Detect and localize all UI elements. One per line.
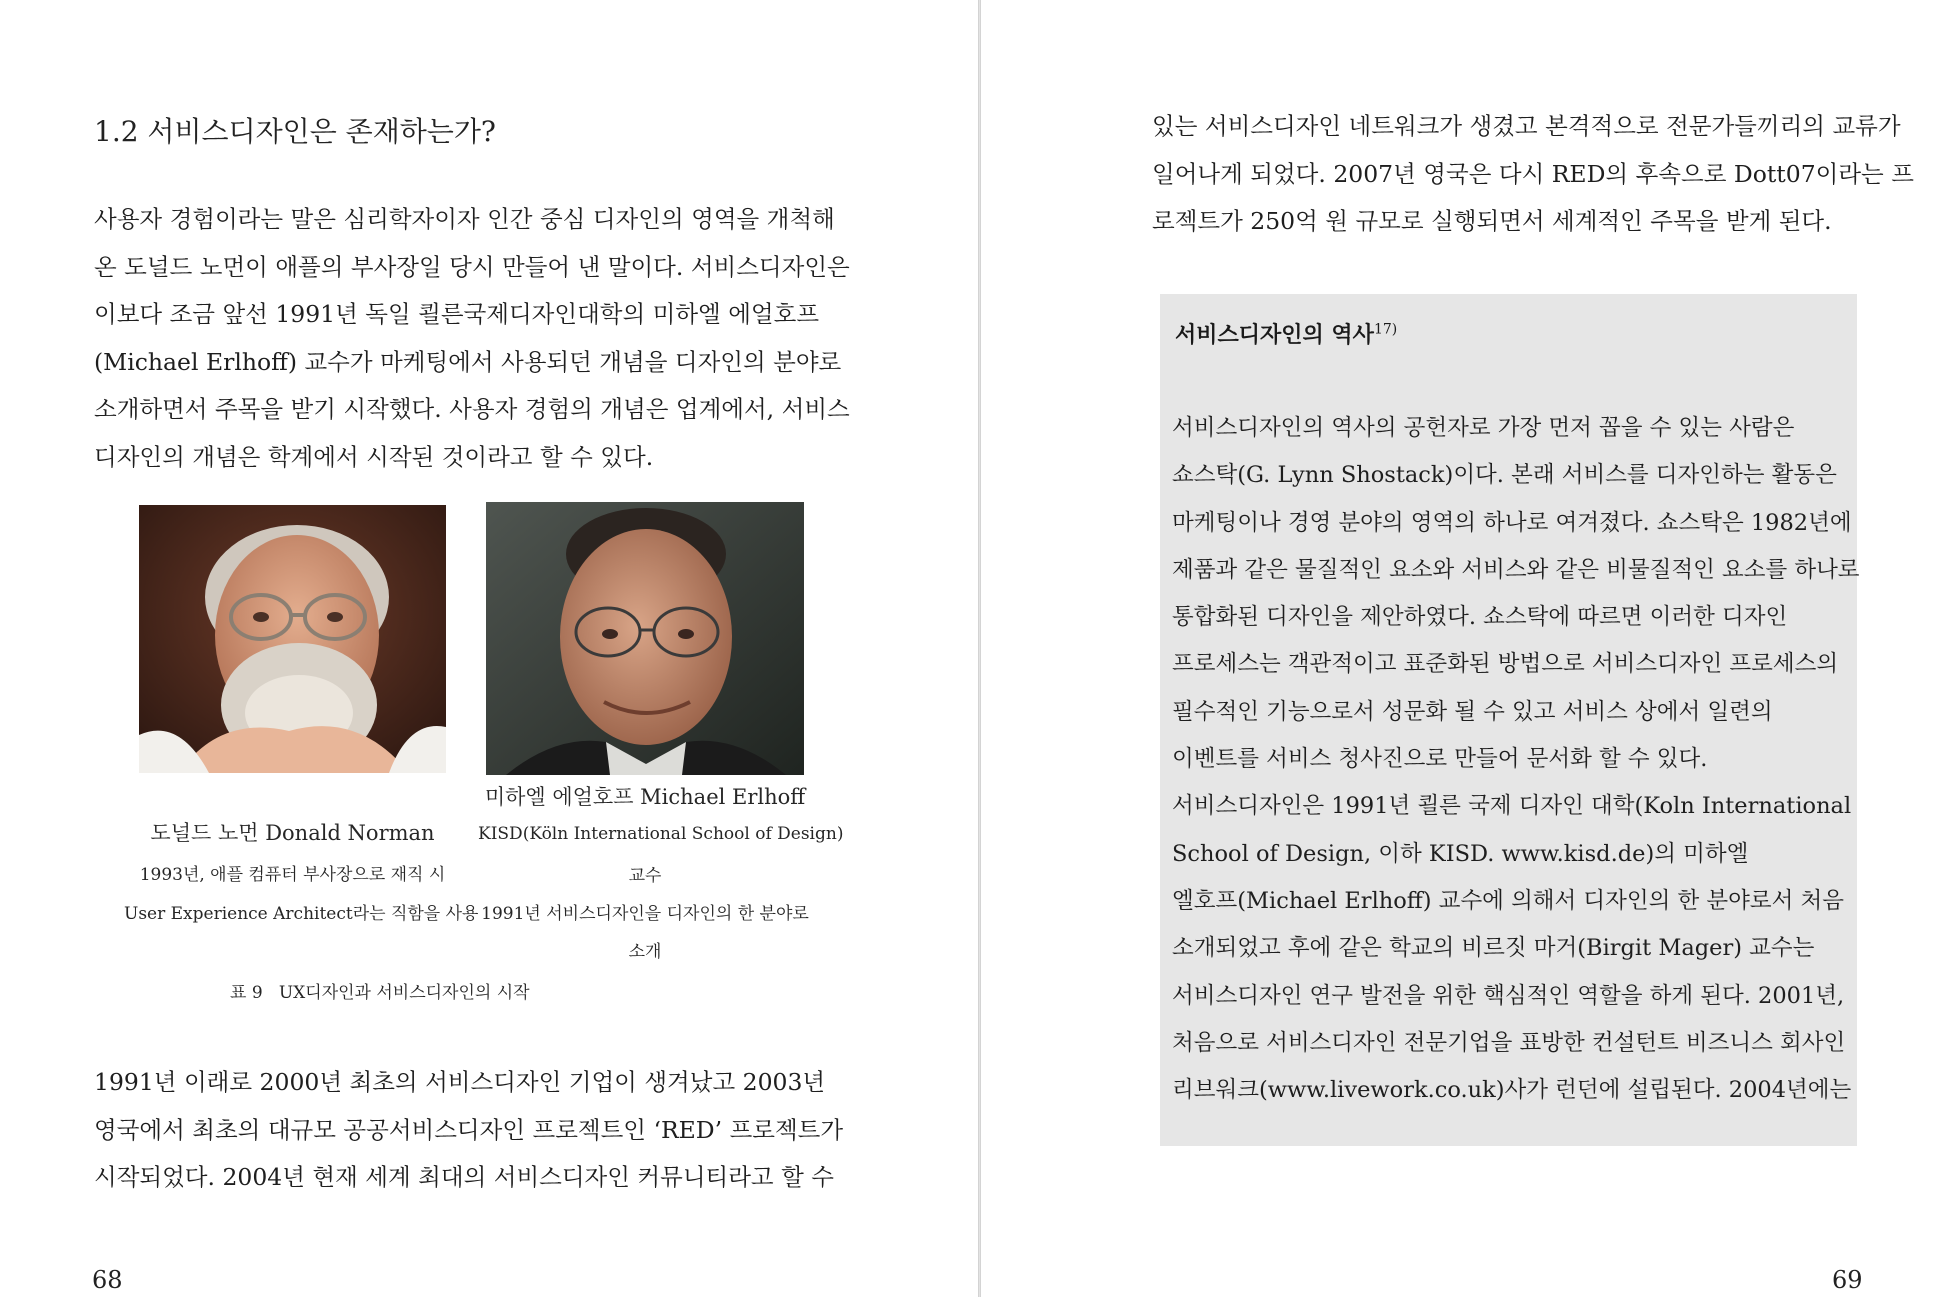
text-line: 프로세스는 객관적이고 표준화된 방법으로 서비스디자인 프로세스의: [1172, 651, 1839, 678]
erlhoff-description: 소개: [628, 942, 662, 962]
history-paragraph: [94, 1059, 844, 1202]
sidebar-title: [1175, 318, 1397, 349]
text-line: 디자인의 개념은 학계에서 시작된 것이라고 할 수 있다.: [94, 442, 654, 471]
text-line: (Michael Erlhoff) 교수가 마케팅에서 사용되던 개념을 디자인의 분야로: [94, 347, 842, 376]
text-line: School of Design, 이하 KISD. www.kisd.de)의 미하엘: [1172, 840, 1749, 867]
sidebar-body: [1172, 405, 1860, 1114]
michael-erlhoff-photo: [486, 502, 804, 775]
text-line: 쇼스탁(G. Lynn Shostack)이다. 본래 서비스를 디자인하는 활동은: [1172, 462, 1837, 489]
text-line: 엘호프(Michael Erlhoff) 교수에 의해서 디자인의 한 분야로서 처음: [1172, 887, 1844, 914]
text-line: 이보다 조금 앞선 1991년 독일 쾰른국제디자인대학의 미하엘 에얼호프: [94, 300, 820, 328]
text-line: 온 도널드 노먼이 애플의 부사장일 당시 만들어 낸 말이다. 서비스디자인은: [94, 252, 850, 281]
text-line: 로젝트가 250억 원 규모로 실행되면서 세계적인 주목을 받게 된다.: [1152, 207, 1832, 235]
norman-name: 도널드 노먼 Donald Norman: [150, 821, 435, 845]
text-line: 있는 서비스디자인 네트워크가 생겼고 본격적으로 전문가들끼리의 교류가: [1152, 112, 1901, 140]
text-line: 1991년 이래로 2000년 최초의 서비스디자인 기업이 생겨났고 2003년: [94, 1068, 826, 1096]
text-line: 제품과 같은 물질적인 요소와 서비스와 같은 비물질적인 요소를 하나로: [1172, 556, 1860, 583]
erlhoff-name: 미하엘 에얼호프 Michael Erlhoff: [484, 785, 806, 809]
text-line: 일어나게 되었다. 2007년 영국은 다시 RED의 후속으로 Dott07이라는 프: [1152, 159, 1914, 188]
page-number: 68: [92, 1266, 123, 1294]
text-line: 서비스디자인 연구 발전을 위한 핵심적인 역할을 하게 된다. 2001년,: [1172, 982, 1845, 1009]
figure-caption: 표 9 UX디자인과 서비스디자인의 시작: [230, 983, 530, 1003]
text-line: 소개하면서 주목을 받기 시작했다. 사용자 경험의 개념은 업계에서, 서비스: [94, 395, 850, 423]
continued-paragraph: [1152, 103, 1914, 246]
text-line: 리브워크(www.livework.co.uk)사가 런던에 설립된다. 2004년에는: [1172, 1077, 1852, 1104]
text-line: 필수적인 기능으로서 성문화 될 수 있고 서비스 상에서 일련의: [1172, 698, 1773, 725]
text-line: 마케팅이나 경영 분야의 영역의 하나로 여겨졌다. 쇼스탁은 1982년에: [1172, 509, 1852, 536]
text-line: 시작되었다. 2004년 현재 세계 최대의 서비스디자인 커뮤니티라고 할 수: [94, 1163, 834, 1191]
donald-norman-photo: [139, 505, 446, 773]
erlhoff-description: KISD(Köln International School of Design): [478, 824, 844, 844]
section-heading: 1.2 서비스디자인은 존재하는가?: [94, 115, 496, 148]
sidebar-title-text: 서비스디자인의 역사: [1175, 322, 1374, 348]
text-line: 통합화된 디자인을 제안하였다. 쇼스탁에 따르면 이러한 디자인: [1172, 604, 1788, 631]
norman-description: 1993년, 애플 컴퓨터 부사장으로 재직 시: [139, 865, 446, 885]
erlhoff-description: 교수: [628, 866, 662, 886]
intro-paragraph: [94, 196, 850, 481]
erlhoff-description: 1991년 서비스디자인을 디자인의 한 분야로: [481, 904, 809, 924]
text-line: 서비스디자인의 역사의 공헌자로 가장 먼저 꼽을 수 있는 사람은: [1172, 415, 1795, 441]
norman-description: User Experience Architect라는 직함을 사용: [124, 904, 479, 924]
text-line: 서비스디자인은 1991년 쾰른 국제 디자인 대학(Koln International: [1172, 793, 1852, 820]
text-line: 소개되었고 후에 같은 학교의 비르짓 마거(Birgit Mager) 교수는: [1172, 935, 1815, 962]
text-line: 처음으로 서비스디자인 전문기업을 표방한 컨설턴트 비즈니스 회사인: [1172, 1029, 1846, 1056]
text-line: 사용자 경험이라는 말은 심리학자이자 인간 중심 디자인의 영역을 개척해: [94, 205, 835, 233]
footnote-marker: 17): [1373, 321, 1398, 338]
page-number: 69: [1832, 1266, 1863, 1294]
text-line: 영국에서 최초의 대규모 공공서비스디자인 프로젝트인 ‘RED’ 프로젝트가: [94, 1115, 844, 1144]
text-line: 이벤트를 서비스 청사진으로 만들어 문서화 할 수 있다.: [1172, 746, 1708, 773]
